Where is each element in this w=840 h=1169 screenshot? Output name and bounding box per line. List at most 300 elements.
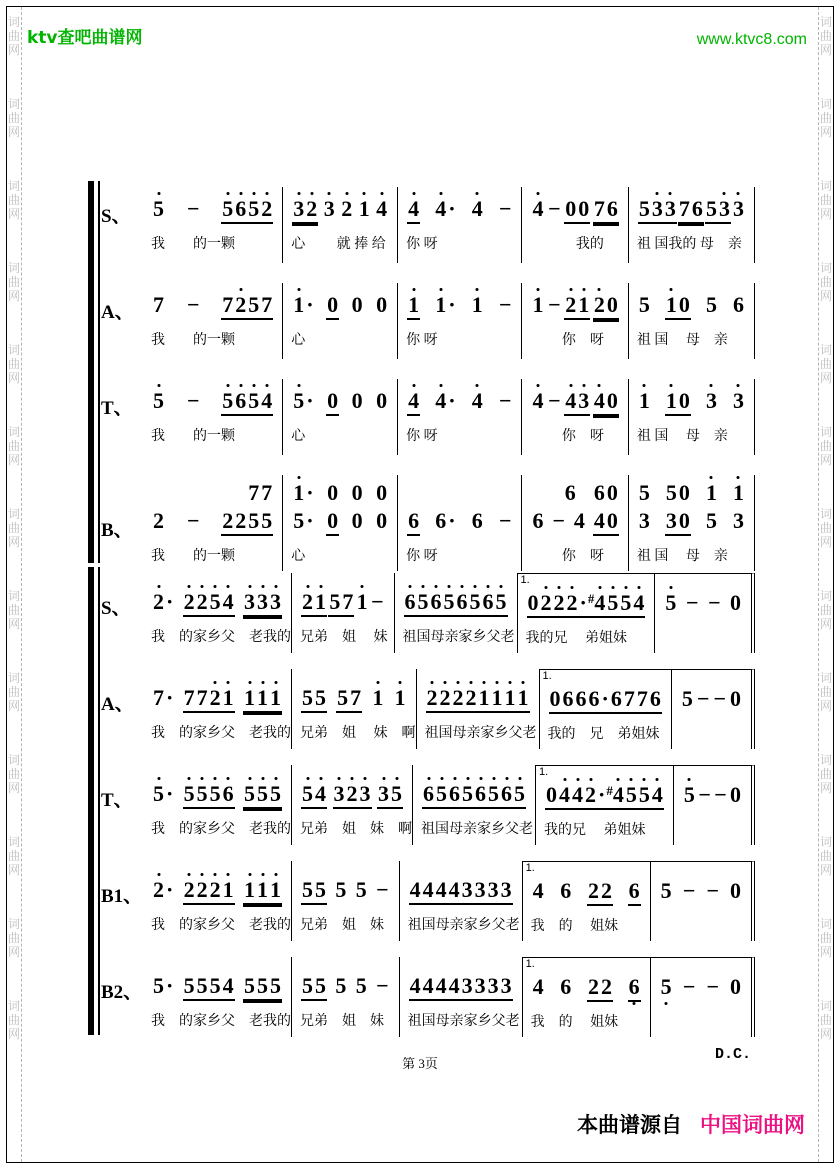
note: − (548, 388, 561, 413)
upper-notes-line (629, 481, 754, 507)
note: 5 (337, 685, 349, 710)
beam-group (547, 197, 562, 221)
note: 1 (293, 480, 305, 505)
note: 4 (422, 973, 434, 998)
lyric-line: 我的 (530, 237, 604, 252)
note: 4 (422, 877, 434, 902)
note: 4 (315, 781, 326, 806)
note: 3 (378, 781, 389, 806)
beam-group (186, 293, 201, 317)
sharp-sign: # (587, 591, 595, 606)
note: 0 (546, 782, 557, 807)
note: 6 (235, 196, 247, 221)
measure (143, 187, 283, 263)
note: 5 (261, 508, 273, 533)
note: 2 (426, 685, 438, 710)
measure (400, 957, 523, 1037)
margin-text-char: 曲 (7, 685, 20, 699)
note: 5 (209, 781, 221, 806)
margin-text-group (7, 425, 21, 467)
measure (629, 379, 755, 455)
margin-text-char: 曲 (819, 111, 832, 125)
note: 5 (625, 782, 637, 807)
note: 5 (196, 781, 208, 806)
note: 6 (628, 878, 640, 903)
lyric-line: 我的 兄 弟姐妹 (547, 727, 660, 742)
volta-label: 1. (525, 862, 535, 874)
voice-row (101, 379, 755, 475)
margin-text-char: 曲 (819, 685, 832, 699)
note: 0 (730, 878, 741, 903)
note: 7 (222, 292, 234, 317)
margin-text-group (7, 343, 21, 385)
note: 6 (588, 686, 600, 711)
note: 1 (478, 685, 490, 710)
beam-group (729, 687, 742, 711)
dc-mark: D.C. (714, 1046, 751, 1063)
beam-group (707, 591, 722, 615)
voice-row (101, 187, 755, 283)
note: 5 (638, 196, 650, 221)
beam-group (545, 783, 606, 810)
notes-line (283, 197, 397, 224)
note: 4 (651, 782, 663, 807)
note: 7 (153, 685, 164, 710)
margin-text-char: 曲 (819, 193, 832, 207)
note: · (448, 196, 456, 221)
notes-line (522, 197, 627, 224)
note: 0 (730, 974, 741, 999)
note: 2 (302, 589, 313, 614)
left-margin-watermark (7, 7, 22, 1162)
note: 0 (729, 590, 741, 615)
note: 5 (705, 508, 717, 533)
note: 6 (532, 508, 544, 533)
note: 2 (587, 974, 599, 999)
beam-group (559, 879, 572, 903)
beam-group (328, 590, 354, 617)
note: 0 (351, 480, 363, 505)
notes-line (629, 389, 754, 416)
note: 7 (623, 686, 635, 711)
margin-text-group (7, 15, 21, 57)
beam-group (183, 782, 235, 809)
beam-group (531, 389, 544, 413)
note: 5 (302, 685, 313, 710)
margin-text-char: 网 (7, 699, 20, 713)
beam-group (664, 591, 677, 615)
note: 5 (329, 589, 341, 614)
lyric-line (672, 722, 751, 740)
beam-group (221, 293, 273, 320)
notes-line (143, 590, 291, 617)
margin-text-char: 曲 (7, 275, 20, 289)
system (101, 573, 755, 1063)
margin-text-group (819, 671, 833, 713)
voice-row (101, 861, 755, 957)
page-number: 第 3页 (402, 1056, 438, 1071)
beam-group (705, 389, 718, 413)
measures (143, 283, 755, 359)
beam-group (593, 389, 619, 416)
notes-line (143, 509, 282, 536)
beam-group (471, 509, 484, 533)
beam-group (587, 879, 613, 906)
note: 4 (573, 508, 585, 533)
margin-text-char: 网 (819, 289, 832, 303)
note: 4 (532, 388, 544, 413)
note: 0 (678, 388, 690, 413)
beam-group (375, 481, 388, 505)
note: 4 (471, 196, 483, 221)
margin-text-char: 曲 (819, 521, 832, 535)
beam-group (682, 879, 697, 903)
measure (143, 765, 292, 845)
margin-text-char: 曲 (7, 357, 20, 371)
note: · (579, 590, 587, 615)
note: − (186, 388, 200, 413)
notes-line (143, 686, 291, 713)
beam-group (409, 878, 513, 905)
note: 4 (435, 388, 447, 413)
voice-label: T、 (101, 398, 133, 419)
beam-group (532, 975, 545, 999)
beam-group (705, 481, 718, 505)
note: 5 (302, 973, 313, 998)
beam-group (292, 389, 314, 413)
note: 0 (729, 782, 741, 807)
note: − (186, 508, 200, 533)
note: 2 (183, 589, 195, 614)
note: 2 (209, 877, 221, 902)
note: 1 (491, 685, 503, 710)
note: 1 (257, 685, 268, 710)
margin-text-group (819, 15, 833, 57)
notes-line (143, 389, 282, 416)
beam-group (221, 509, 273, 536)
note: − (376, 973, 389, 998)
system-brace (88, 181, 100, 563)
note: 4 (594, 590, 606, 615)
note: 6 (501, 781, 512, 806)
beam-group (705, 197, 731, 224)
notes-line (143, 293, 282, 320)
site-url[interactable]: www.ktvc8.com (696, 31, 807, 48)
note: 5 (638, 480, 650, 505)
beam-group (152, 782, 174, 806)
note: 5 (638, 292, 650, 317)
beam-group (683, 783, 696, 807)
note: 0 (327, 388, 339, 413)
note: 5 (443, 589, 455, 614)
note: 5 (335, 973, 347, 998)
note: 2 (209, 685, 221, 710)
note: 0 (327, 292, 339, 317)
beam-group (152, 878, 174, 902)
note: 1 (578, 292, 590, 317)
notes-line (143, 197, 282, 224)
margin-text-char: 词 (819, 753, 832, 767)
note: 6 (610, 686, 622, 711)
margin-text-char: 网 (819, 43, 832, 57)
note: 3 (293, 196, 305, 221)
note: 3 (732, 388, 744, 413)
lyric-line: 兄弟 姐 妹 啊 (300, 822, 412, 837)
margin-text-char: 词 (819, 179, 832, 193)
margin-text-group (819, 917, 833, 959)
notes-line (672, 687, 751, 713)
note: 5 (209, 973, 221, 998)
beam-group (221, 197, 273, 224)
note: 3 (323, 196, 335, 221)
measure (398, 187, 522, 263)
measures (143, 187, 755, 263)
site-name[interactable]: ktv查吧曲谱网 (27, 28, 143, 48)
note: 3 (474, 973, 486, 998)
note: 2 (306, 196, 318, 221)
note: 3 (705, 388, 717, 413)
note: − (552, 508, 565, 533)
beam-group (326, 293, 339, 320)
beam-group (243, 686, 282, 713)
margin-text-char: 网 (819, 863, 832, 877)
note: · (306, 508, 314, 533)
notes-line (400, 974, 522, 1001)
note: 5 (244, 973, 255, 998)
margin-text-char: 词 (819, 15, 832, 29)
voice-label: B、 (101, 520, 133, 541)
note: 6 (593, 480, 605, 505)
measures (143, 861, 755, 941)
note: 0 (351, 292, 363, 317)
margin-text-char: 网 (7, 453, 20, 467)
note: 5 (607, 590, 619, 615)
margin-text-char: 词 (7, 261, 20, 275)
beam-group (660, 975, 673, 999)
beam-group (355, 974, 368, 998)
note: 7 (261, 480, 273, 505)
beam-group (301, 782, 327, 809)
beam-group (186, 197, 201, 221)
measure (540, 669, 672, 749)
margin-text-char: 词 (7, 343, 20, 357)
note: 5 (355, 877, 367, 902)
note: 0 (376, 388, 388, 413)
note: 6 (430, 589, 442, 614)
note: 2 (153, 508, 164, 533)
margin-text-char: 曲 (7, 521, 20, 535)
beam-group (651, 783, 664, 810)
credits (577, 1109, 805, 1139)
note: 5 (665, 480, 677, 505)
lyric-line: 你 呀 (530, 333, 604, 348)
note: 6 (408, 508, 420, 533)
note: 2 (600, 974, 612, 999)
margin-text-char: 曲 (7, 849, 20, 863)
voice-row (101, 669, 755, 765)
lyric-line: 祖 国 母 亲 (636, 333, 728, 348)
measure (523, 861, 651, 941)
beam-group (371, 686, 384, 710)
beam-group (183, 686, 235, 713)
note: 0 (606, 388, 618, 413)
note: 0 (606, 292, 618, 317)
beam-group (593, 293, 619, 320)
margin-text-char: 网 (819, 945, 832, 959)
lyric-line: 心 (291, 333, 306, 348)
margin-text-char: 词 (819, 999, 832, 1013)
note: 5 (302, 781, 313, 806)
beam-group (531, 509, 544, 533)
note: − (706, 974, 719, 999)
margin-text-char: 曲 (819, 603, 832, 617)
credit-site-link[interactable]: 中国词曲网 (700, 1113, 805, 1137)
beam-group (729, 783, 742, 807)
margin-text-char: 曲 (819, 767, 832, 781)
upper-notes-line (398, 481, 521, 507)
note: 5 (293, 388, 305, 413)
note: 6 (628, 974, 640, 999)
measure (292, 765, 413, 845)
lyric-line: 我 的家乡父 老我的 (151, 1014, 291, 1029)
note: 0 (678, 508, 690, 533)
beam-group (375, 389, 388, 413)
beam-group (152, 509, 165, 533)
note: 1 (471, 292, 483, 317)
system (101, 187, 755, 571)
measure (143, 475, 283, 571)
note: 5 (355, 973, 367, 998)
margin-text-char: 网 (7, 371, 20, 385)
beam-group (593, 197, 619, 224)
note: 1 (532, 292, 544, 317)
measure (143, 283, 283, 359)
beam-group (632, 591, 645, 618)
note: 7 (593, 196, 605, 221)
beam-group (712, 687, 727, 711)
note: 5 (488, 781, 499, 806)
margin-text-group (7, 261, 21, 303)
margin-text-char: 词 (819, 261, 832, 275)
note: 7 (350, 685, 362, 710)
measures (143, 475, 755, 571)
beam-group (336, 686, 362, 713)
beam-group (326, 509, 339, 536)
notes-line (143, 782, 291, 809)
margin-text-char: 词 (819, 835, 832, 849)
note: 0 (578, 196, 590, 221)
note: 4 (532, 974, 544, 999)
margin-text-char: 词 (7, 589, 20, 603)
lyric-line: 祖国母亲家乡父老 (407, 1014, 520, 1029)
lyric-line: 兄弟 姐 妹 (300, 630, 388, 645)
beam-group (628, 975, 641, 1002)
beam-group (183, 590, 235, 617)
voice-row (101, 573, 755, 669)
lyric-line: 你 呀 (530, 549, 604, 564)
note: · (598, 782, 606, 807)
lyric-line: 兄弟 姐 妹 (300, 1014, 384, 1029)
note: 5 (183, 973, 195, 998)
note: 1 (356, 589, 368, 614)
lyric-line: 我 的一颗 (151, 333, 235, 348)
note: − (498, 508, 512, 533)
lyric-line: 我 的家乡父 老我的 (151, 630, 291, 645)
note: − (706, 878, 719, 903)
note: 5 (270, 781, 281, 806)
lyric-line: 祖国母亲家乡父老 (407, 918, 520, 933)
note: − (548, 292, 561, 317)
beam-group (351, 293, 364, 317)
notes-line (283, 389, 397, 416)
note: 1 (315, 589, 326, 614)
margin-text-char: 词 (7, 835, 20, 849)
note: 3 (638, 508, 650, 533)
measure (143, 573, 292, 653)
note: 2 (587, 878, 599, 903)
beam-group (471, 389, 484, 413)
beam-group (697, 783, 712, 807)
beam-group (351, 481, 364, 505)
beam-group (665, 389, 691, 416)
measures (143, 765, 755, 845)
beam-group (292, 481, 314, 505)
note: 2 (235, 508, 247, 533)
margin-text-group (819, 261, 833, 303)
note: 0 (376, 292, 388, 317)
note: 6 (404, 589, 416, 614)
margin-text-char: 曲 (7, 1013, 20, 1027)
note: · (166, 685, 174, 710)
lyric-line: 我 的家乡父 老我的 (151, 726, 291, 741)
note: 0 (549, 686, 561, 711)
note: 1 (638, 388, 650, 413)
measure (143, 861, 292, 941)
measure (400, 861, 523, 941)
note: 0 (327, 480, 339, 505)
notes-line (651, 975, 751, 1001)
note: 6 (482, 589, 494, 614)
note: − (376, 877, 389, 902)
measure (522, 187, 628, 263)
note: 7 (261, 292, 273, 317)
beam-group (434, 293, 456, 317)
note: 5 (665, 590, 677, 615)
note: 0 (729, 686, 741, 711)
note: 1 (257, 877, 268, 902)
note: 4 (261, 388, 273, 413)
note: 2 (565, 292, 577, 317)
beam-group (152, 389, 165, 413)
beam-group (628, 879, 641, 906)
note: 7 (342, 589, 354, 614)
margin-text-char: 曲 (819, 439, 832, 453)
margin-text-char: 曲 (7, 931, 20, 945)
note: 1 (394, 685, 406, 710)
note: 5 (153, 973, 164, 998)
lyric-line: 我的兄 弟姐妹 (544, 823, 646, 838)
measure (143, 669, 292, 749)
note: − (498, 292, 512, 317)
note: 6 (649, 686, 661, 711)
note: 5 (620, 590, 632, 615)
measure (629, 475, 755, 571)
note: 5 (153, 388, 164, 413)
note: 5 (462, 781, 473, 806)
note: 6 (691, 196, 703, 221)
beam-group (247, 481, 273, 505)
measure (651, 957, 755, 1063)
